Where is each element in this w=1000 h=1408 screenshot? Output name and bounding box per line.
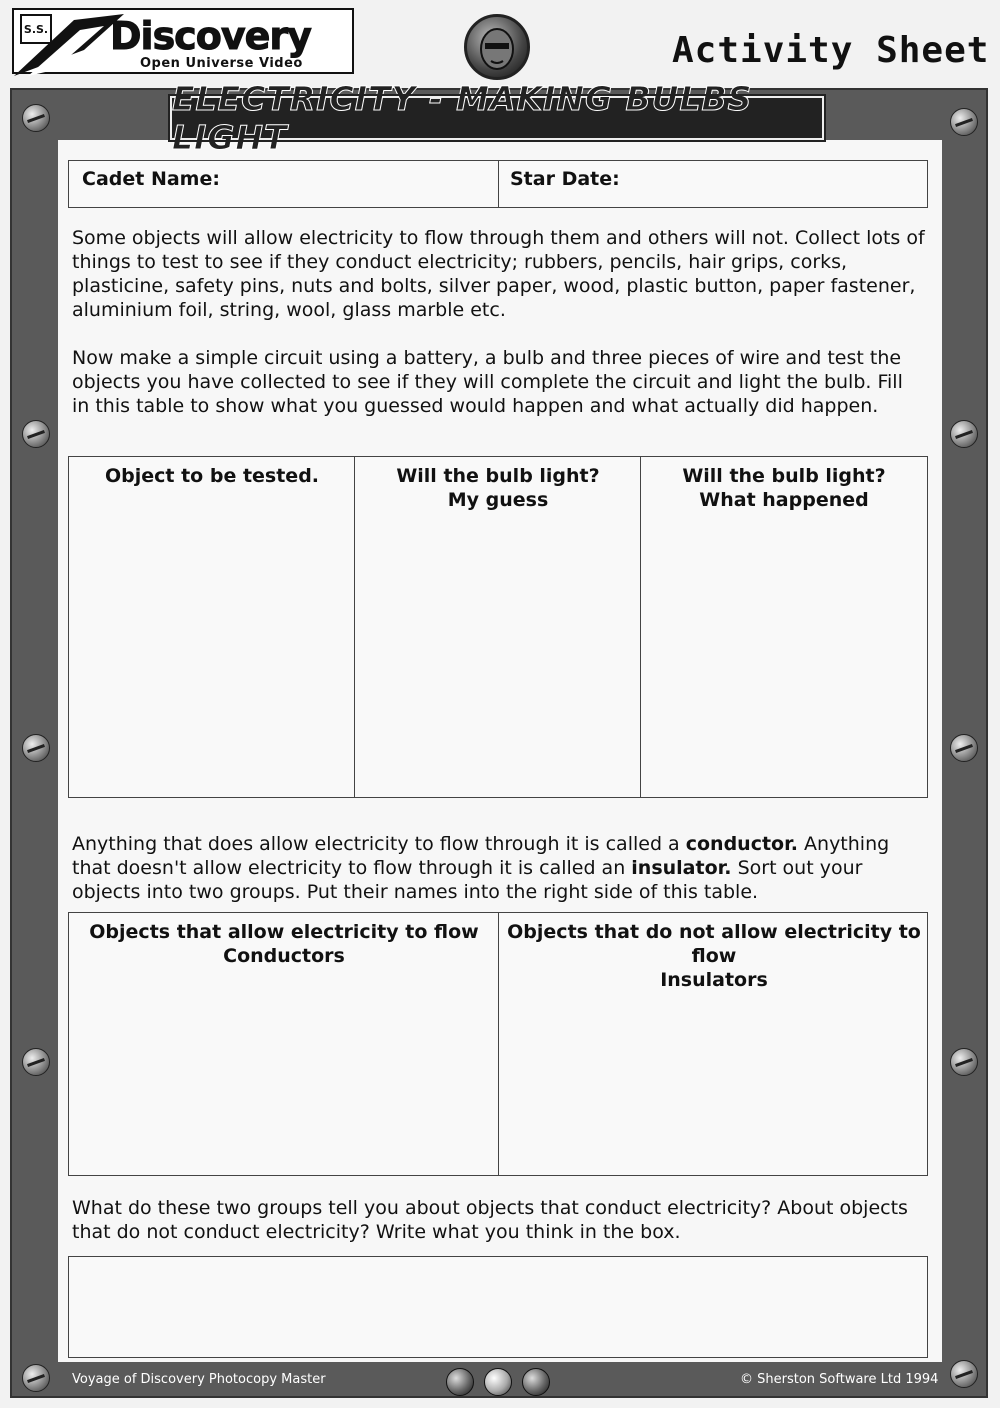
mascot-face-icon — [464, 14, 530, 80]
screw-icon — [950, 1360, 978, 1388]
discovery-logo — [12, 8, 354, 74]
activity-banner — [170, 79, 824, 157]
divider — [498, 160, 499, 208]
intro-paragraph: Now make a simple circuit using a battery, a bulb and three pieces of wire and test the objects you have collected to see if they will complete the circuit and light the bulb. Fill in this table to show what you guessed would happen and what actually did happen. — [72, 347, 903, 417]
divider — [640, 456, 641, 798]
screw-icon — [950, 734, 978, 762]
footer-ball-icon — [522, 1368, 550, 1396]
logo-subtitle: Open Universe Video — [140, 56, 303, 71]
closing-paragraph: What do these two groups tell you about objects that conduct electricity? About objects that do not conduct electricity? Write what you think in the box. — [72, 1197, 908, 1243]
screw-icon — [950, 108, 978, 136]
divider — [354, 456, 355, 798]
table-header-object: Object to be tested. — [104, 465, 320, 487]
divider — [498, 912, 499, 1176]
footer-ball-icon — [484, 1368, 512, 1396]
sheet-title: Activity Sheet — [672, 30, 990, 71]
screw-icon — [22, 1048, 50, 1076]
screw-icon — [950, 1048, 978, 1076]
logo-title: Discovery — [110, 14, 311, 58]
screw-icon — [22, 1364, 50, 1392]
table-header-conductors: Objects that allow electricity to flow Conductors — [89, 921, 479, 967]
cadet-name-label: Cadet Name: — [82, 168, 220, 190]
intro-paragraph: Some objects will allow electricity to flow through them and others will not. Collect lots of things to test to see if they conduct electricity; rubbers, pencils, hair grips, corks, plasticine, safety pins, nuts and bolts, silver paper, wood, plastic button, paper fastener, aluminium foil, string, wool, glass marble etc. — [72, 227, 925, 321]
answer-box[interactable] — [68, 1256, 928, 1358]
screw-icon — [950, 420, 978, 448]
conductor-paragraph: Anything that does allow electricity to flow through it is called a conductor. Anything that doesn't allow electricity to flow through it is called an insulator. Sort out your objects into two groups. Put their names into the right side of this table. — [72, 833, 890, 903]
banner-title: ELECTRICITY - MAKING BULBS LIGHT — [172, 79, 753, 157]
table-header-guess: Will the bulb light? My guess — [396, 465, 600, 511]
table-header-insulators: Objects that do not allow electricity to flow Insulators — [507, 921, 921, 991]
screw-icon — [22, 104, 50, 132]
logo-ss-badge: S.S. — [20, 14, 52, 44]
footer-right: © Sherston Software Ltd 1994 — [740, 1372, 939, 1387]
screw-icon — [22, 420, 50, 448]
table-header-result: Will the bulb light? What happened — [682, 465, 886, 511]
footer-left: Voyage of Discovery Photocopy Master — [72, 1372, 326, 1387]
footer-ball-icon — [446, 1368, 474, 1396]
screw-icon — [22, 734, 50, 762]
star-date-label: Star Date: — [510, 168, 620, 190]
